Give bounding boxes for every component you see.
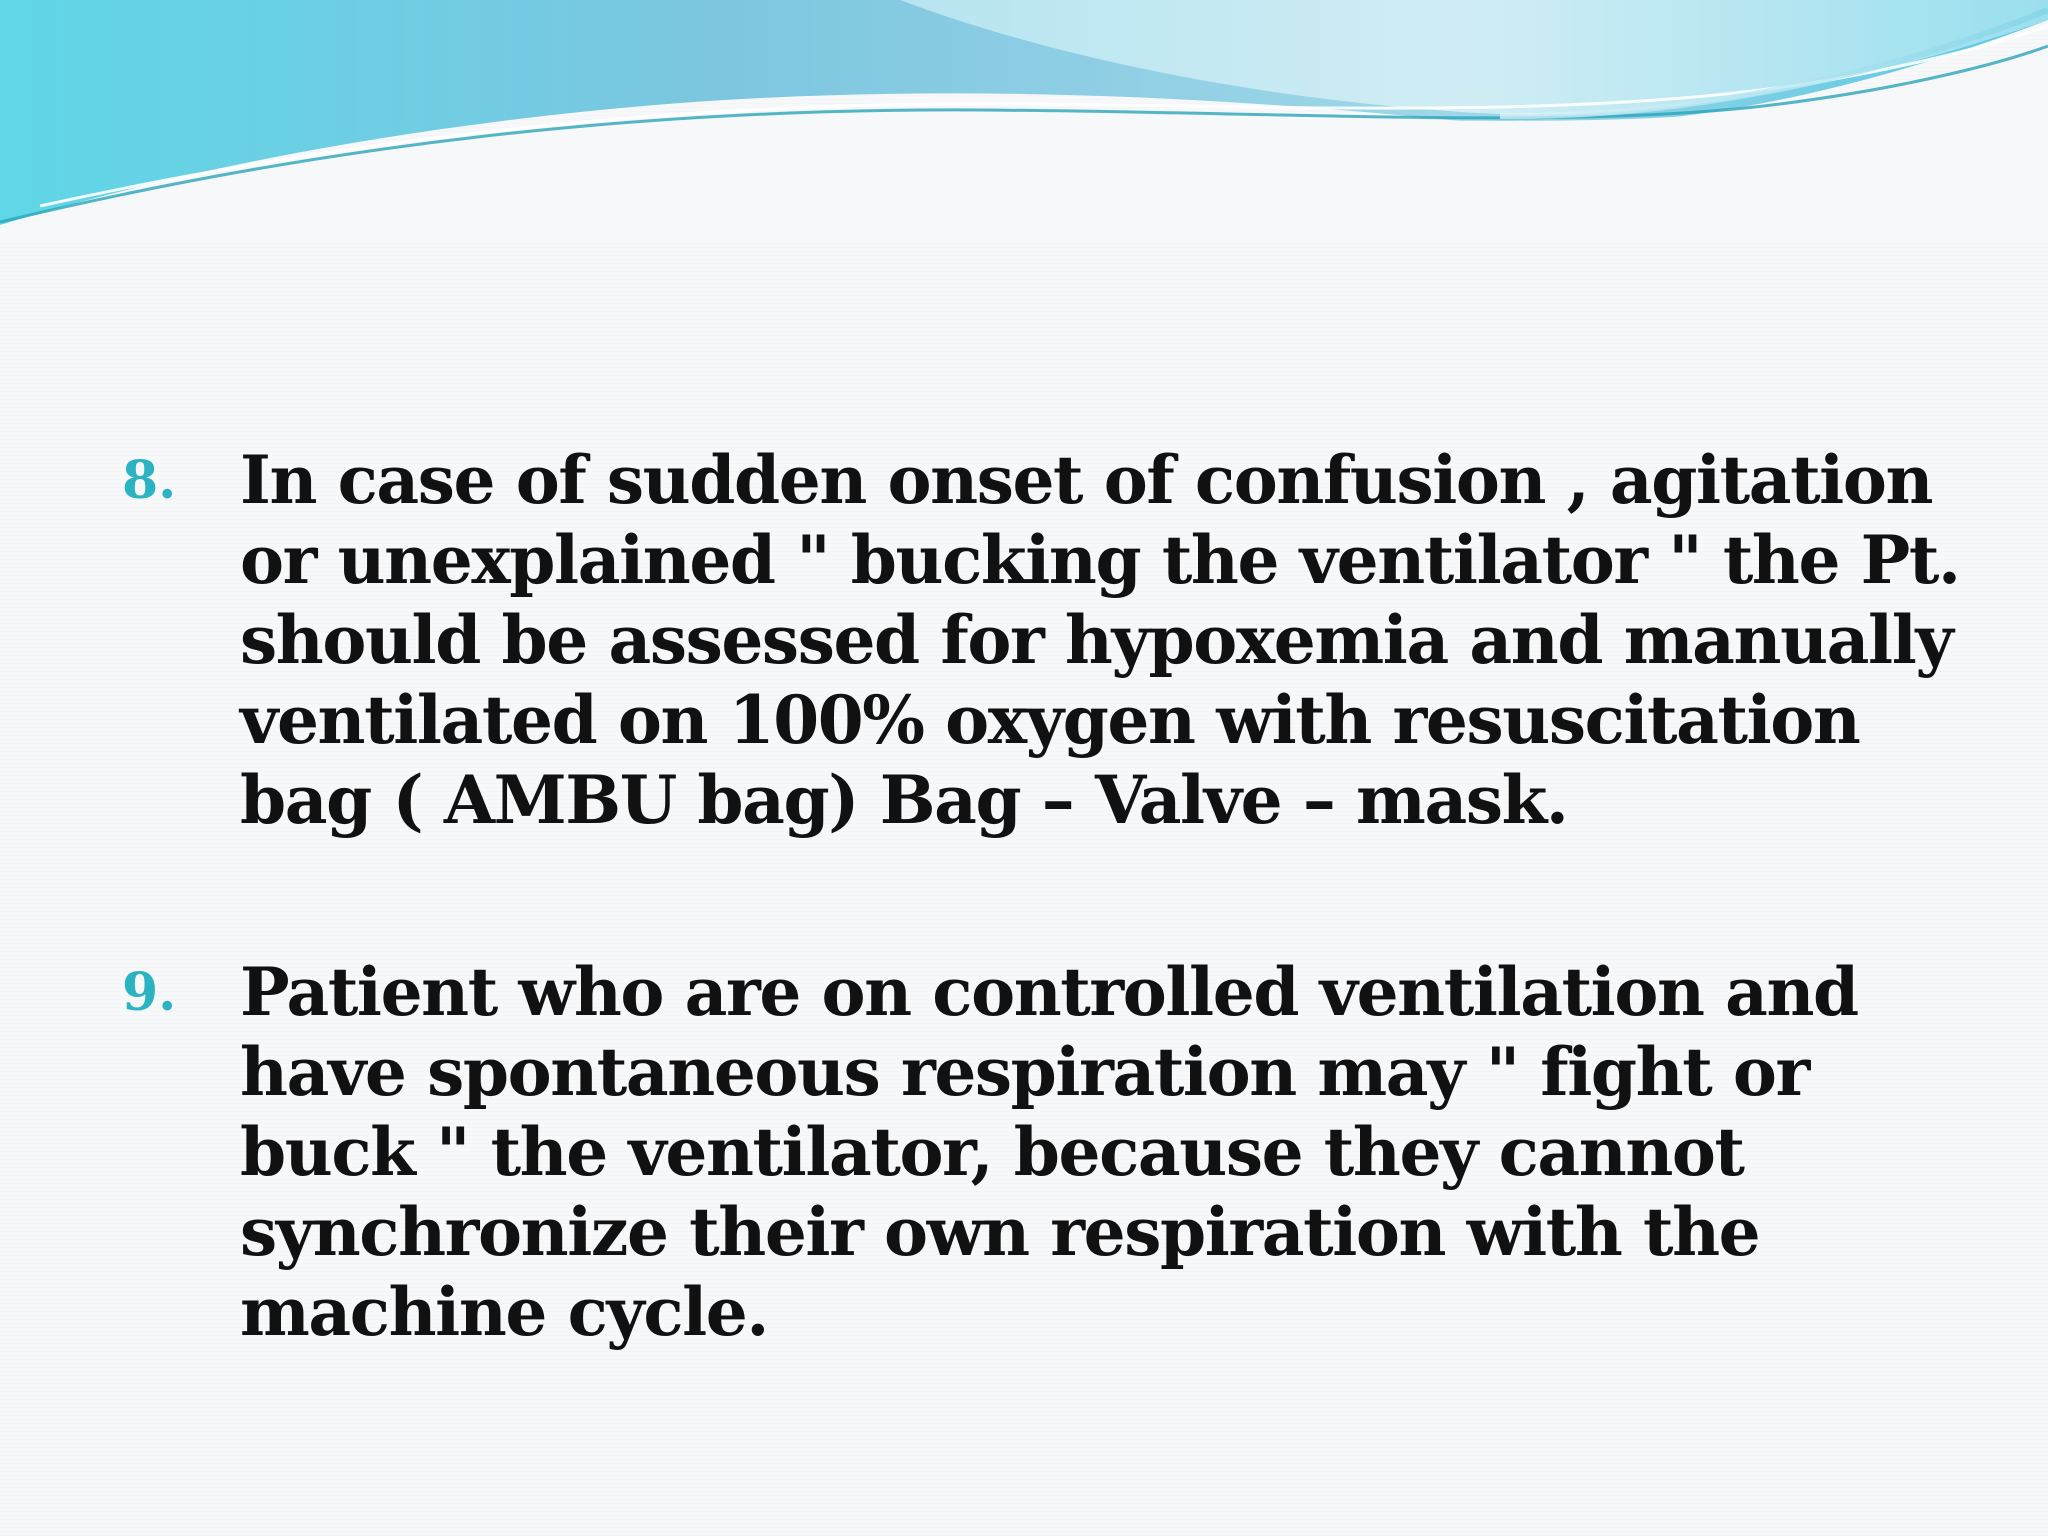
item-number: 9.: [122, 962, 177, 1023]
item-number: 8.: [122, 450, 177, 511]
slide-content: [122, 440, 1982, 1352]
numbered-item-9: [122, 952, 1982, 1352]
item-text: Patient who are on controlled ventilation and have spontaneous respiration may " fight or buck " the ventilator, because they cannot synchronize their own respiration with the machine cycle.: [240, 953, 1858, 1351]
item-text: In case of sudden onset of confusion , agitation or unexplained " bucking the ventilator " the Pt. should be assessed for hypoxemia and manually ventilated on 100% oxygen with resuscitation bag ( AMBU bag) Bag – Valve – mask.: [240, 441, 1960, 839]
header-wave-decoration: [0, 0, 2048, 240]
numbered-item-8: [122, 440, 1982, 840]
